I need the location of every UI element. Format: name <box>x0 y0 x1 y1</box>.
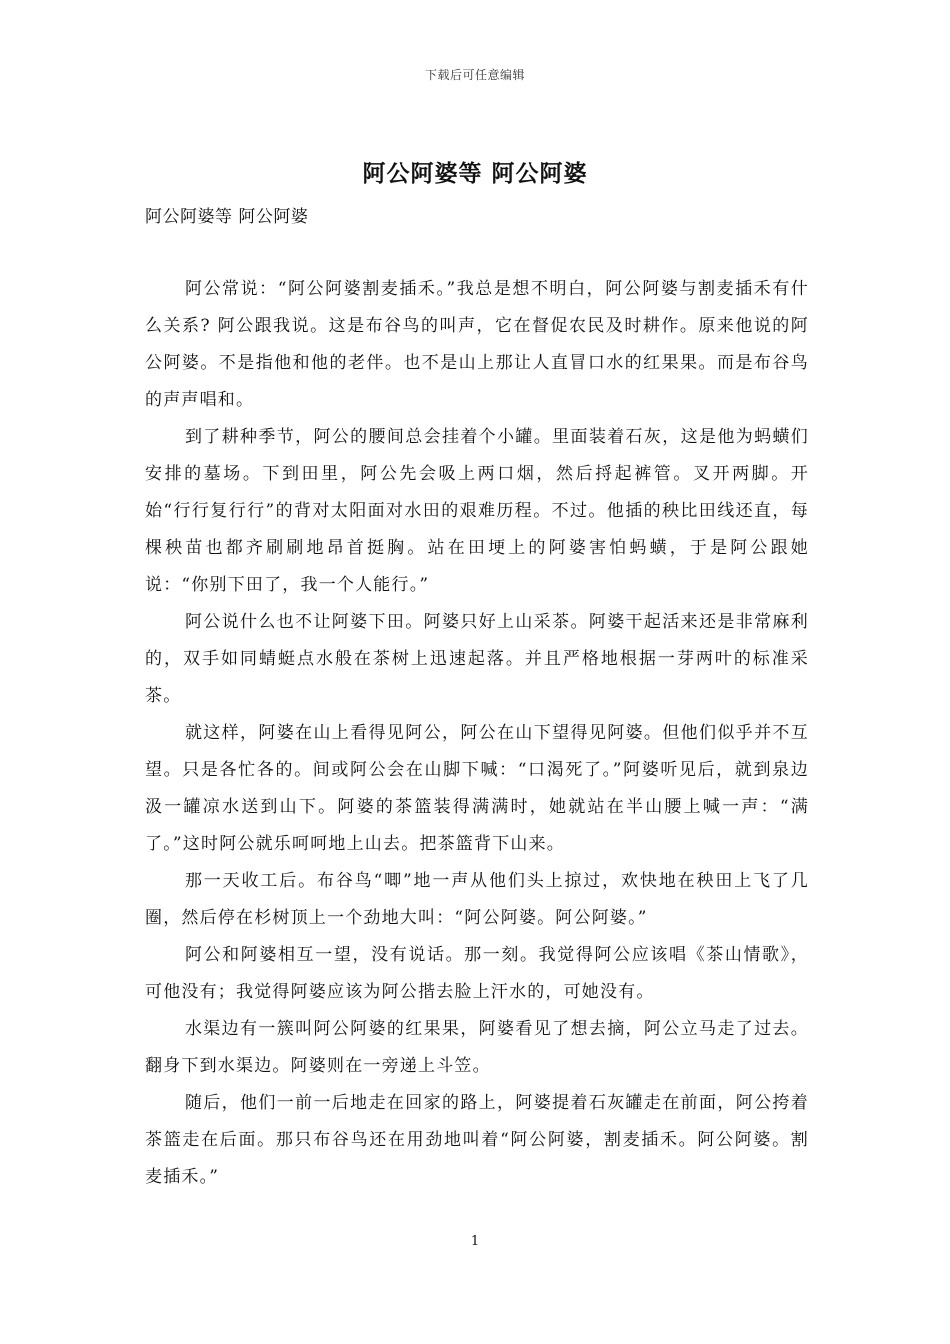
paragraph: 随后，他们一前一后地走在回家的路上，阿婆提着石灰罐走在前面，阿公挎着茶篮走在后面。那只布谷鸟还在用劲地叫着“阿公阿婆，割麦插禾。阿公阿婆。割麦插禾。” <box>145 1093 809 1187</box>
page-header: 下载后可任意编辑 <box>424 68 525 82</box>
paragraph: 水渠边有一簇叫阿公阿婆的红果果，阿婆看见了想去摘，阿公立马走了过去。翻身下到水渠边。阿婆则在一旁递上斗笠。 <box>145 1019 809 1076</box>
document-title: 阿公阿婆等 阿公阿婆 <box>362 160 588 187</box>
paragraph: 就这样，阿婆在山上看得见阿公，阿公在山下望得见阿婆。但他们似乎并不互望。只是各忙各的。间或阿公会在山脚下喊：“口渴死了。”阿婆听见后，就到泉边汲一罐凉水送到山下。阿婆的茶篮装得满满时，她就站在半山腰上喊一声：“满了。”这时阿公就乐呵呵地上山去。把茶篮背下山来。 <box>145 723 809 854</box>
paragraph: 阿公常说：“阿公阿婆割麦插禾。”我总是想不明白，阿公阿婆与割麦插禾有什么关系? 阿公跟我说。这是布谷鸟的叫声，它在督促农民及时耕作。原来他说的阿公阿婆。不是指他和他的老伴。也不是山上那让人直冒口水的红果果。而是布谷鸟的声声唱和。 <box>145 279 809 410</box>
paragraph: 到了耕种季节，阿公的腰间总会挂着个小罐。里面装着石灰，这是他为蚂蟥们安排的墓场。下到田里，阿公先会吸上两口烟，然后捋起裤管。叉开两脚。开始“行行复行行”的背对太阳面对水田的艰难历程。不过。他插的秧比田线还直，每棵秧苗也都齐刷刷地昂首挺胸。站在田埂上的阿婆害怕蚂蟥，于是阿公跟她说：“你别下田了，我一个人能行。” <box>145 427 809 595</box>
page-number: 1 <box>470 1234 480 1249</box>
document-subtitle: 阿公阿婆等 阿公阿婆 <box>145 207 309 227</box>
paragraph: 阿公和阿婆相互一望，没有说话。那一刻。我觉得阿公应该唱《茶山情歌》，可他没有；我觉得阿婆应该为阿公揩去脸上汗水的，可她没有。 <box>145 945 809 1002</box>
paragraph: 阿公说什么也不让阿婆下田。阿婆只好上山采茶。阿婆干起活来还是非常麻利的，双手如同蜻蜓点水般在茶树上迅速起落。并且严格地根据一芽两叶的标准采茶。 <box>145 612 809 706</box>
document-body <box>145 271 809 1196</box>
paragraph: 那一天收工后。布谷鸟“唧”地一声从他们头上掠过，欢快地在秧田上飞了几圈，然后停在杉树顶上一个劲地大叫：“阿公阿婆。阿公阿婆。” <box>145 871 809 928</box>
